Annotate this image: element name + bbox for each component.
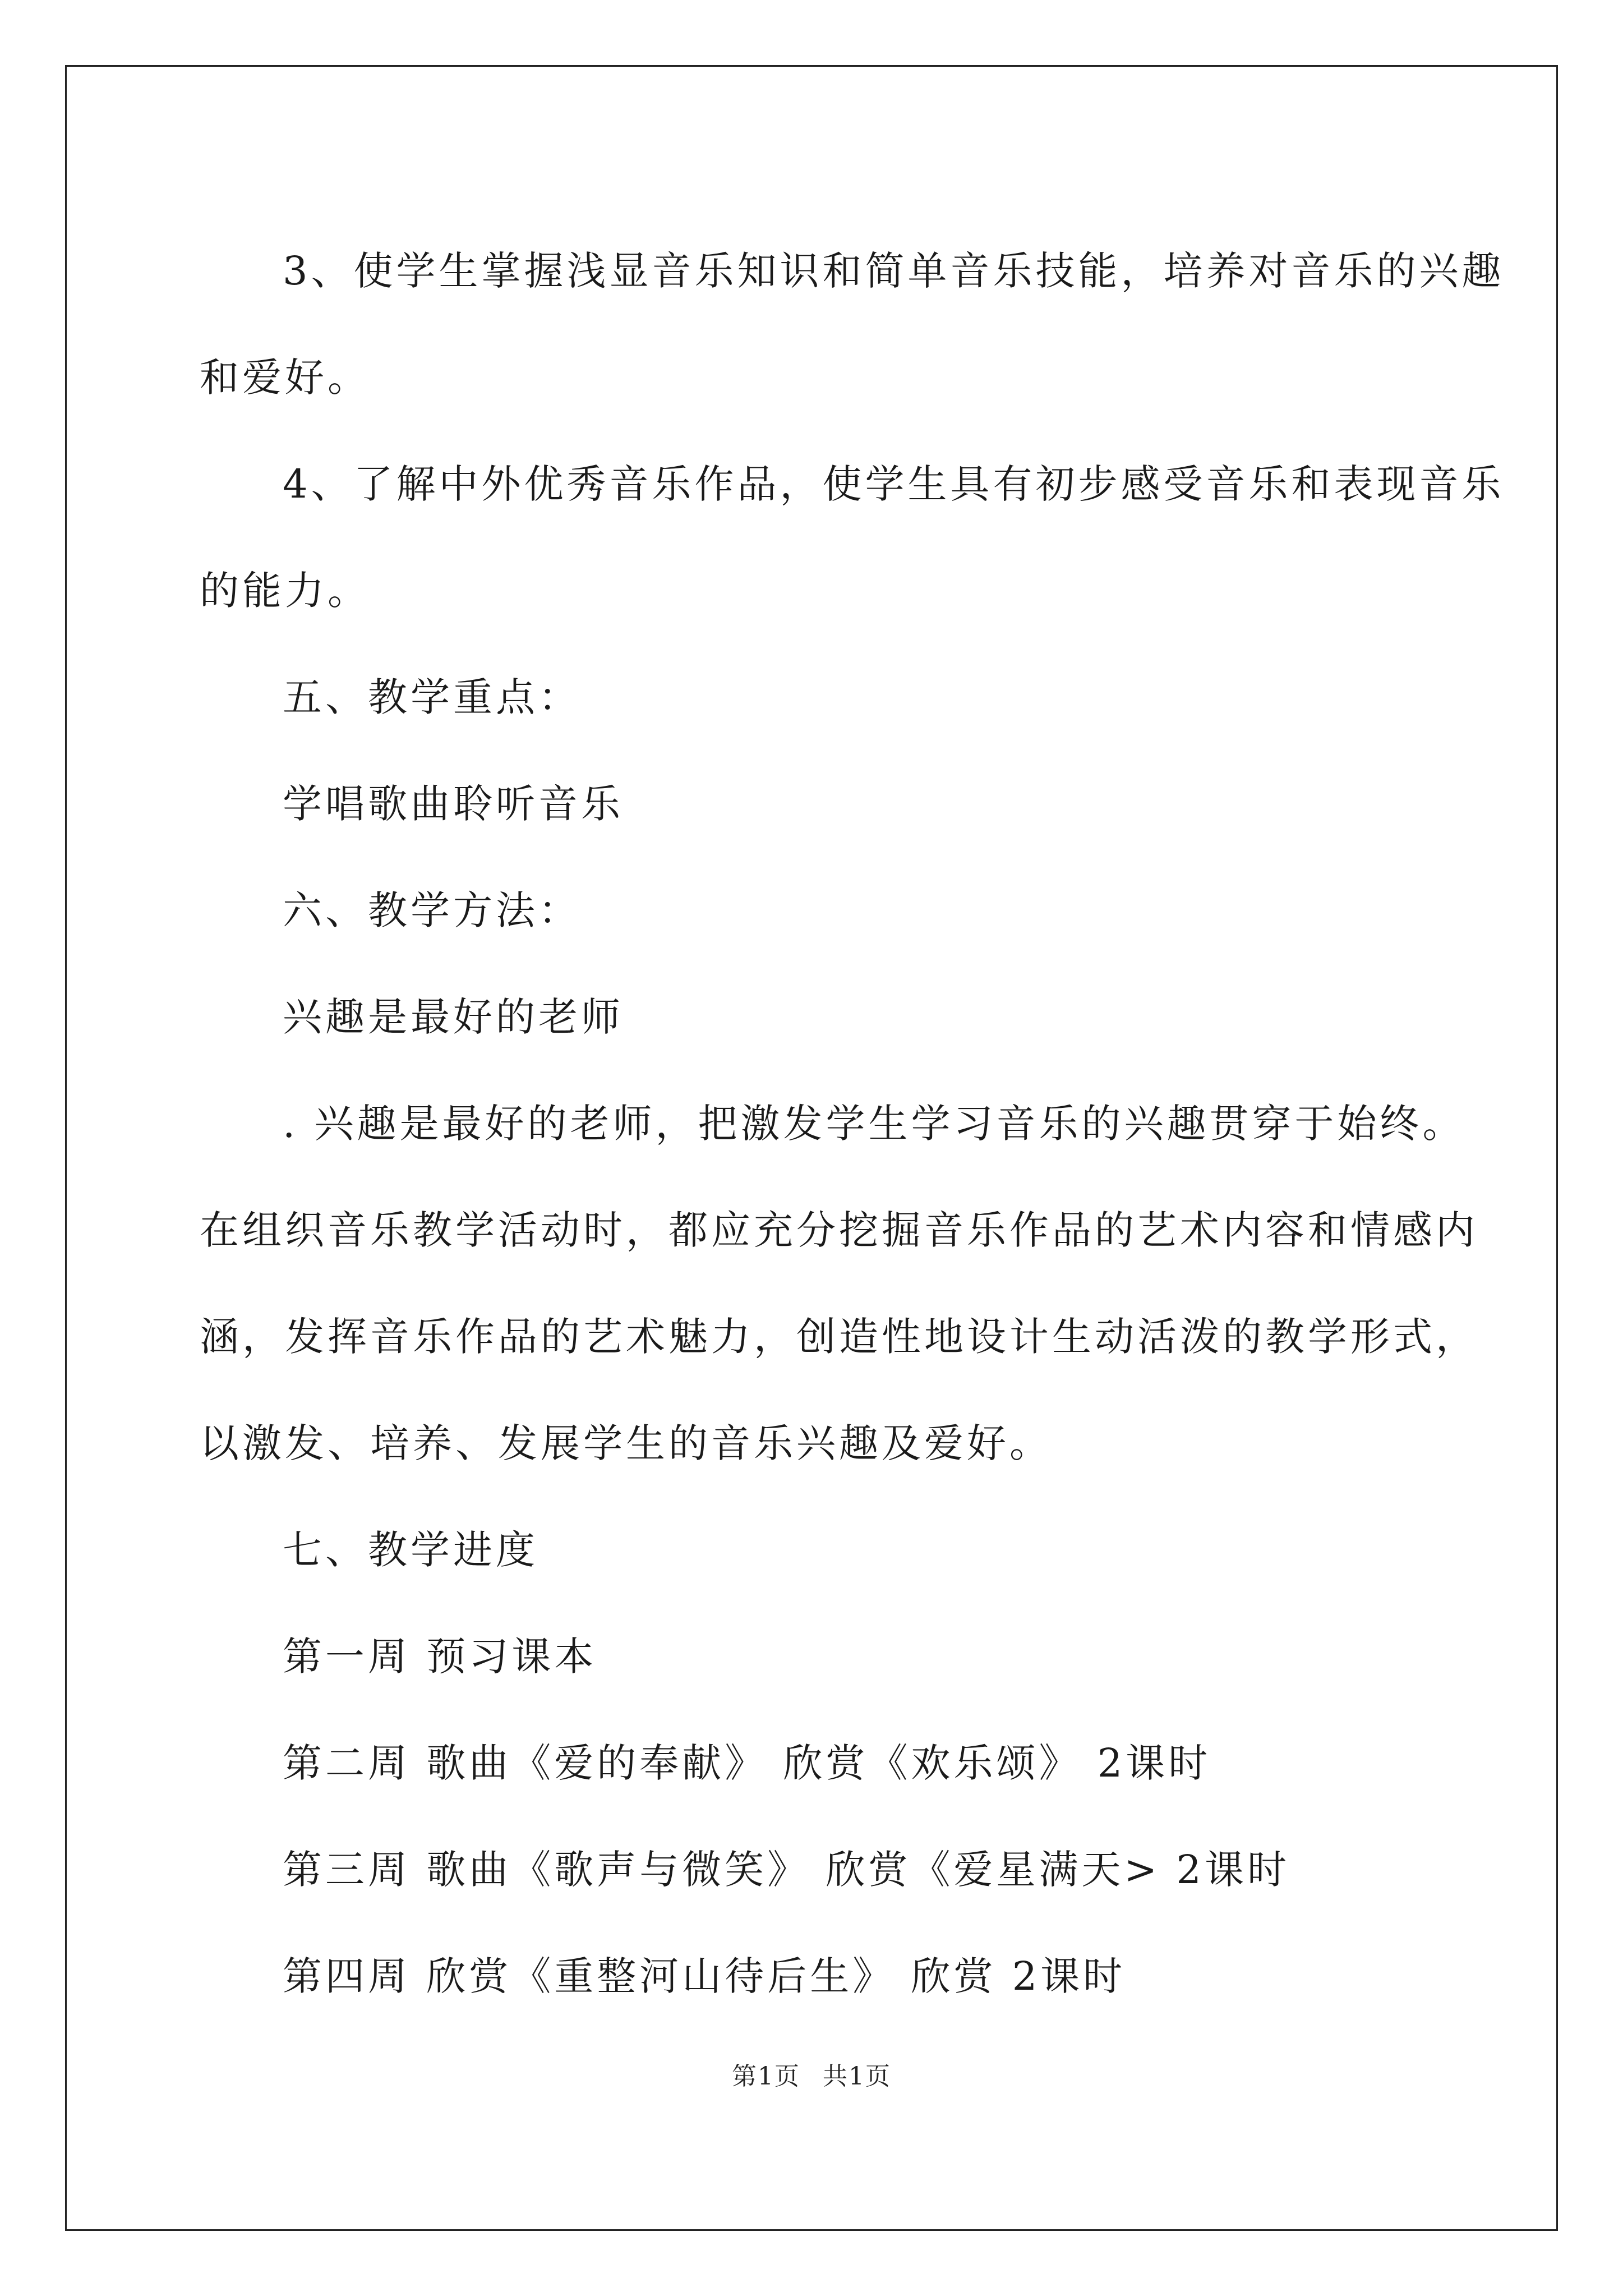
page-footer	[0, 2056, 1623, 2092]
section-heading-teaching-focus: 五、教学重点：	[283, 674, 581, 720]
section-heading-teaching-schedule: 七、教学进度	[283, 1527, 538, 1573]
paragraph-4-line-1: 4、了解中外优秀音乐作品，使学生具有初步感受音乐和表现音乐	[283, 461, 1505, 507]
teaching-method-text: 兴趣是最好的老师	[283, 994, 624, 1040]
method-paragraph-line-1: . 兴趣是最好的老师，把激发学生学习音乐的兴趣贯穿于始终。	[283, 1101, 1465, 1147]
method-paragraph-line-4: 以激发、培养、发展学生的音乐兴趣及爱好。	[200, 1420, 1052, 1466]
document-body	[200, 218, 1505, 2030]
method-paragraph-line-2: 在组织音乐教学活动时，都应充分挖掘音乐作品的艺术内容和情感内	[200, 1207, 1478, 1253]
page-total: 共1页	[823, 2062, 891, 2091]
section-heading-teaching-method: 六、教学方法：	[283, 887, 581, 933]
page-number: 第1页	[732, 2062, 800, 2091]
schedule-week-1: 第一周 预习课本	[283, 1634, 597, 1680]
paragraph-3-line-1: 3、使学生掌握浅显音乐知识和简单音乐技能，培养对音乐的兴趣	[283, 248, 1505, 294]
schedule-week-3: 第三周 歌曲《歌声与微笑》 欣赏《爱星满天> 2课时	[283, 1847, 1290, 1893]
schedule-week-2: 第二周 歌曲《爱的奉献》 欣赏《欢乐颂》 2课时	[283, 1740, 1211, 1786]
paragraph-3-line-2: 和爱好。	[200, 355, 370, 401]
teaching-focus-text: 学唱歌曲聆听音乐	[283, 781, 624, 827]
paragraph-4-line-2: 的能力。	[200, 568, 370, 614]
method-paragraph-line-3: 涵，发挥音乐作品的艺术魅力，创造性地设计生动活泼的教学形式，	[200, 1314, 1478, 1360]
schedule-week-4: 第四周 欣赏《重整河山待后生》 欣赏 2课时	[283, 1953, 1126, 1999]
